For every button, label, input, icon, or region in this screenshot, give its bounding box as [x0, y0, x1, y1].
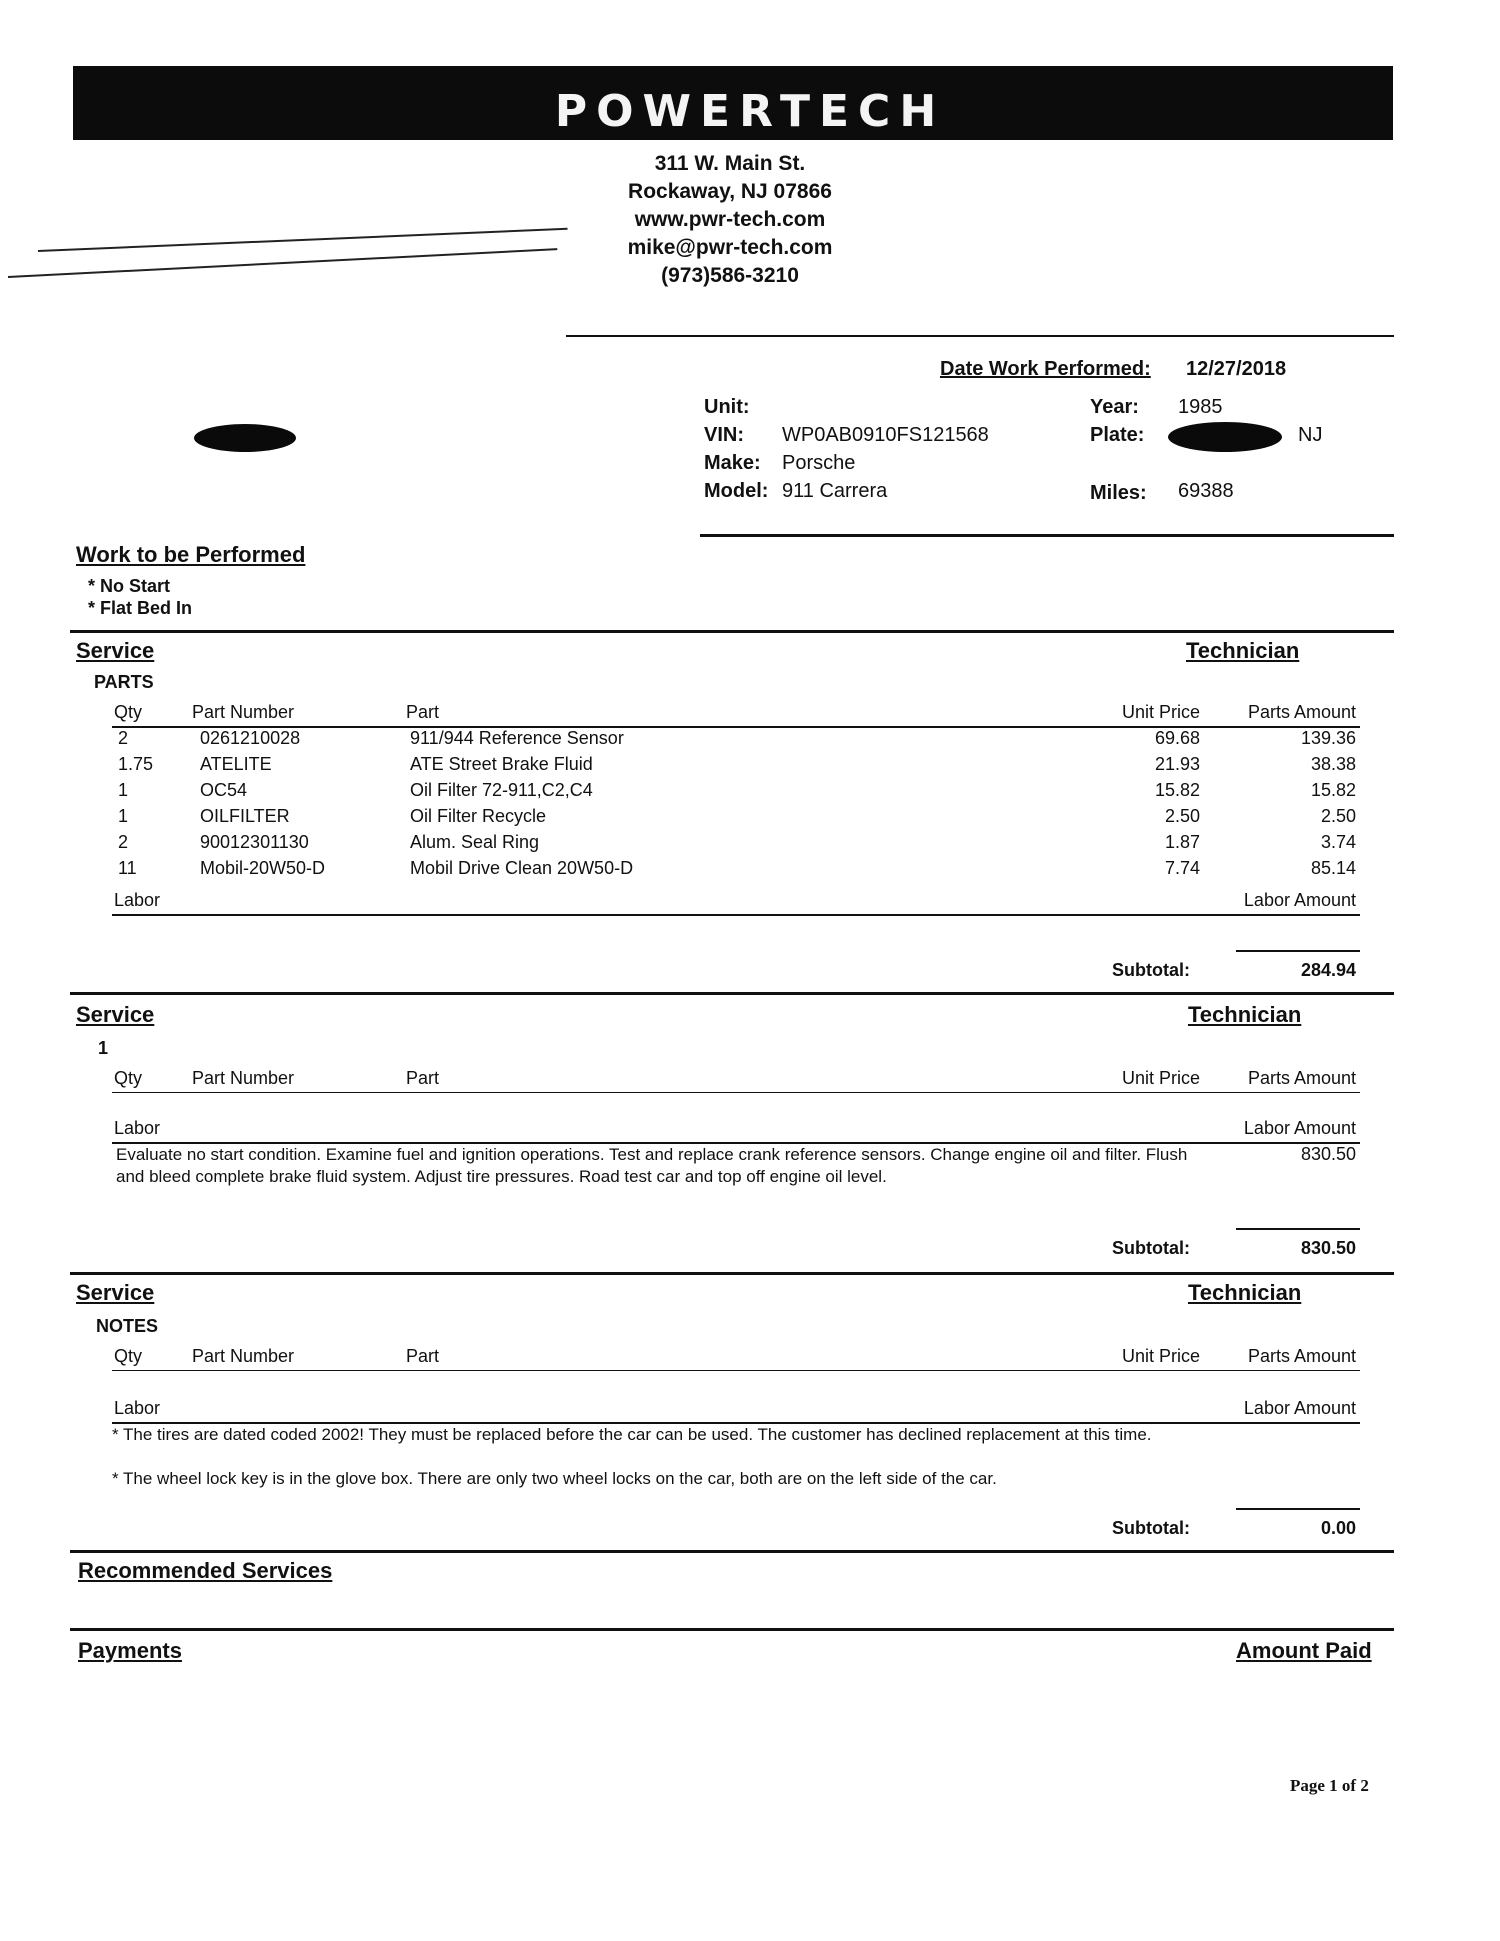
qty-cell: 1	[118, 780, 129, 800]
plate-state: NJ	[1298, 424, 1323, 446]
subtotal-value: 830.50	[1300, 1238, 1356, 1258]
part-number-cell: OILFILTER	[200, 806, 290, 826]
address-line-2: Rockaway, NJ 07866	[628, 180, 832, 203]
subtotal-label: Subtotal:	[1112, 960, 1190, 980]
divider	[70, 1272, 1394, 1275]
part-cell: Oil Filter Recycle	[410, 806, 547, 826]
unit-price-cell: 69.68	[1154, 728, 1200, 748]
parts-amount-header: Parts Amount	[1247, 702, 1356, 722]
work-to-be-performed-title: Work to be Performed	[76, 542, 306, 567]
technician-header: Technician	[1186, 638, 1300, 663]
website-link[interactable]: www.pwr-tech.com	[634, 208, 826, 231]
labor-header: Labor	[114, 1118, 161, 1138]
labor-amount-header: Labor Amount	[1243, 890, 1356, 910]
qty-header: Qty	[114, 1068, 143, 1088]
parts-amount-cell: 2.50	[1320, 806, 1356, 826]
labor-amount-header: Labor Amount	[1243, 1398, 1356, 1418]
address-line-1: 311 W. Main St.	[654, 152, 806, 175]
table-header-rule	[112, 1370, 1360, 1371]
subtotal-label: Subtotal:	[1112, 1518, 1190, 1538]
labor-amount-cell: 830.50	[1300, 1144, 1356, 1164]
qty-cell: 2	[118, 832, 129, 852]
vin-value: WP0AB0910FS121568	[782, 424, 989, 446]
labor-header: Labor	[114, 890, 161, 910]
service-note: * The tires are dated coded 2002! They must be replaced before the car can be used. The customer has declined replacement at this time.	[112, 1425, 1152, 1444]
service-note: * The wheel lock key is in the glove box. There are only two wheel locks on the car, both are on the left side of the car.	[112, 1469, 997, 1488]
unit-price-cell: 1.87	[1164, 832, 1200, 852]
make-value: Porsche	[782, 452, 856, 474]
make-label: Make:	[704, 452, 761, 474]
subtotal-label: Subtotal:	[1112, 1238, 1190, 1258]
part-header: Part	[406, 1346, 440, 1366]
email-link[interactable]: mike@pwr-tech.com	[627, 236, 833, 259]
unit-price-cell: 21.93	[1154, 754, 1200, 774]
qty-cell: 2	[118, 728, 129, 748]
qty-header: Qty	[114, 1346, 143, 1366]
table-row	[0, 754, 1500, 780]
part-number-cell: OC54	[200, 780, 248, 800]
pen-stroke	[38, 228, 568, 252]
service-subtitle: 1	[98, 1038, 109, 1058]
service-subtitle: NOTES	[96, 1316, 159, 1336]
service-title: Service	[76, 1002, 155, 1027]
unit-price-cell: 7.74	[1164, 858, 1200, 878]
unit-price-cell: 2.50	[1164, 806, 1200, 826]
part-cell: Oil Filter 72-911,C2,C4	[410, 780, 593, 800]
date-work-performed-label: Date Work Performed:	[940, 358, 1151, 380]
plate-label: Plate:	[1090, 424, 1145, 446]
labor-header: Labor	[114, 1398, 161, 1418]
phone-number: (973)586-3210	[661, 264, 799, 287]
miles-value: 69388	[1178, 480, 1234, 502]
part-number-header: Part Number	[192, 702, 295, 722]
part-number-cell: 0261210028	[200, 728, 301, 748]
technician-header: Technician	[1188, 1280, 1302, 1305]
part-cell: Alum. Seal Ring	[410, 832, 540, 852]
part-cell: ATE Street Brake Fluid	[410, 754, 593, 774]
recommended-services-title: Recommended Services	[78, 1558, 333, 1583]
divider	[700, 534, 1394, 537]
unit-price-cell: 15.82	[1154, 780, 1200, 800]
unit-label: Unit:	[704, 396, 750, 418]
unit-price-header: Unit Price	[1121, 1346, 1200, 1366]
service-title: Service	[76, 1280, 155, 1305]
qty-header: Qty	[114, 702, 143, 722]
divider	[70, 1628, 1394, 1631]
table-header-rule	[112, 1092, 1360, 1093]
part-number-header: Part Number	[192, 1068, 295, 1088]
part-header: Part	[406, 702, 440, 722]
work-item: * Flat Bed In	[88, 598, 193, 618]
part-number-header: Part Number	[192, 1346, 295, 1366]
labor-description: Evaluate no start condition. Examine fuel and ignition operations. Test and replace crank reference sensors. Change engine oil and filter. Flush and bleed complete brake fluid system. Adjust tire pressures. Road test car and top off engine oil level.	[116, 1145, 1188, 1186]
table-row	[0, 832, 1500, 858]
subtotal-rule	[1236, 1508, 1360, 1510]
table-row	[0, 806, 1500, 832]
part-cell: Mobil Drive Clean 20W50-D	[410, 858, 634, 878]
parts-amount-cell: 3.74	[1320, 832, 1356, 852]
vin-label: VIN:	[704, 424, 744, 446]
part-header: Part	[406, 1068, 440, 1088]
service-subtitle: PARTS	[94, 672, 154, 692]
technician-header: Technician	[1188, 1002, 1302, 1027]
amount-paid-header: Amount Paid	[1236, 1638, 1372, 1663]
parts-amount-header: Parts Amount	[1247, 1346, 1356, 1366]
parts-amount-cell: 85.14	[1310, 858, 1356, 878]
table-header-rule	[112, 914, 1360, 916]
model-label: Model:	[704, 480, 769, 502]
redacted-plate-number	[1168, 422, 1282, 452]
subtotal-rule	[1236, 950, 1360, 952]
model-value: 911 Carrera	[782, 480, 888, 502]
service-title: Service	[76, 638, 155, 663]
page-number: Page 1 of 2	[1290, 1776, 1369, 1795]
year-value: 1985	[1178, 396, 1223, 418]
part-number-cell: Mobil-20W50-D	[200, 858, 326, 878]
parts-amount-header: Parts Amount	[1247, 1068, 1356, 1088]
labor-amount-header: Labor Amount	[1243, 1118, 1356, 1138]
qty-cell: 1	[118, 806, 129, 826]
divider	[70, 630, 1394, 633]
year-label: Year:	[1090, 396, 1139, 418]
pen-stroke	[8, 248, 557, 278]
company-logo: POWERTECH	[554, 86, 946, 137]
table-row	[0, 858, 1500, 884]
part-number-cell: ATELITE	[200, 754, 272, 774]
miles-label: Miles:	[1090, 482, 1147, 504]
redacted-customer-name	[194, 424, 296, 452]
work-item: * No Start	[88, 576, 171, 596]
qty-cell: 1.75	[118, 754, 154, 774]
payments-title: Payments	[78, 1638, 182, 1663]
qty-cell: 11	[118, 858, 137, 878]
part-cell: 911/944 Reference Sensor	[410, 728, 624, 748]
table-row	[0, 728, 1500, 754]
unit-price-header: Unit Price	[1121, 1068, 1200, 1088]
subtotal-rule	[1236, 1228, 1360, 1230]
part-number-cell: 90012301130	[200, 832, 309, 852]
parts-amount-cell: 15.82	[1310, 780, 1356, 800]
subtotal-value: 284.94	[1300, 960, 1356, 980]
subtotal-value: 0.00	[1320, 1518, 1356, 1538]
unit-price-header: Unit Price	[1121, 702, 1200, 722]
divider	[70, 992, 1394, 995]
table-row	[0, 780, 1500, 806]
date-work-performed-value: 12/27/2018	[1186, 358, 1287, 380]
parts-amount-cell: 38.38	[1310, 754, 1356, 774]
divider	[566, 335, 1394, 337]
parts-amount-cell: 139.36	[1300, 728, 1356, 748]
divider	[70, 1550, 1394, 1553]
